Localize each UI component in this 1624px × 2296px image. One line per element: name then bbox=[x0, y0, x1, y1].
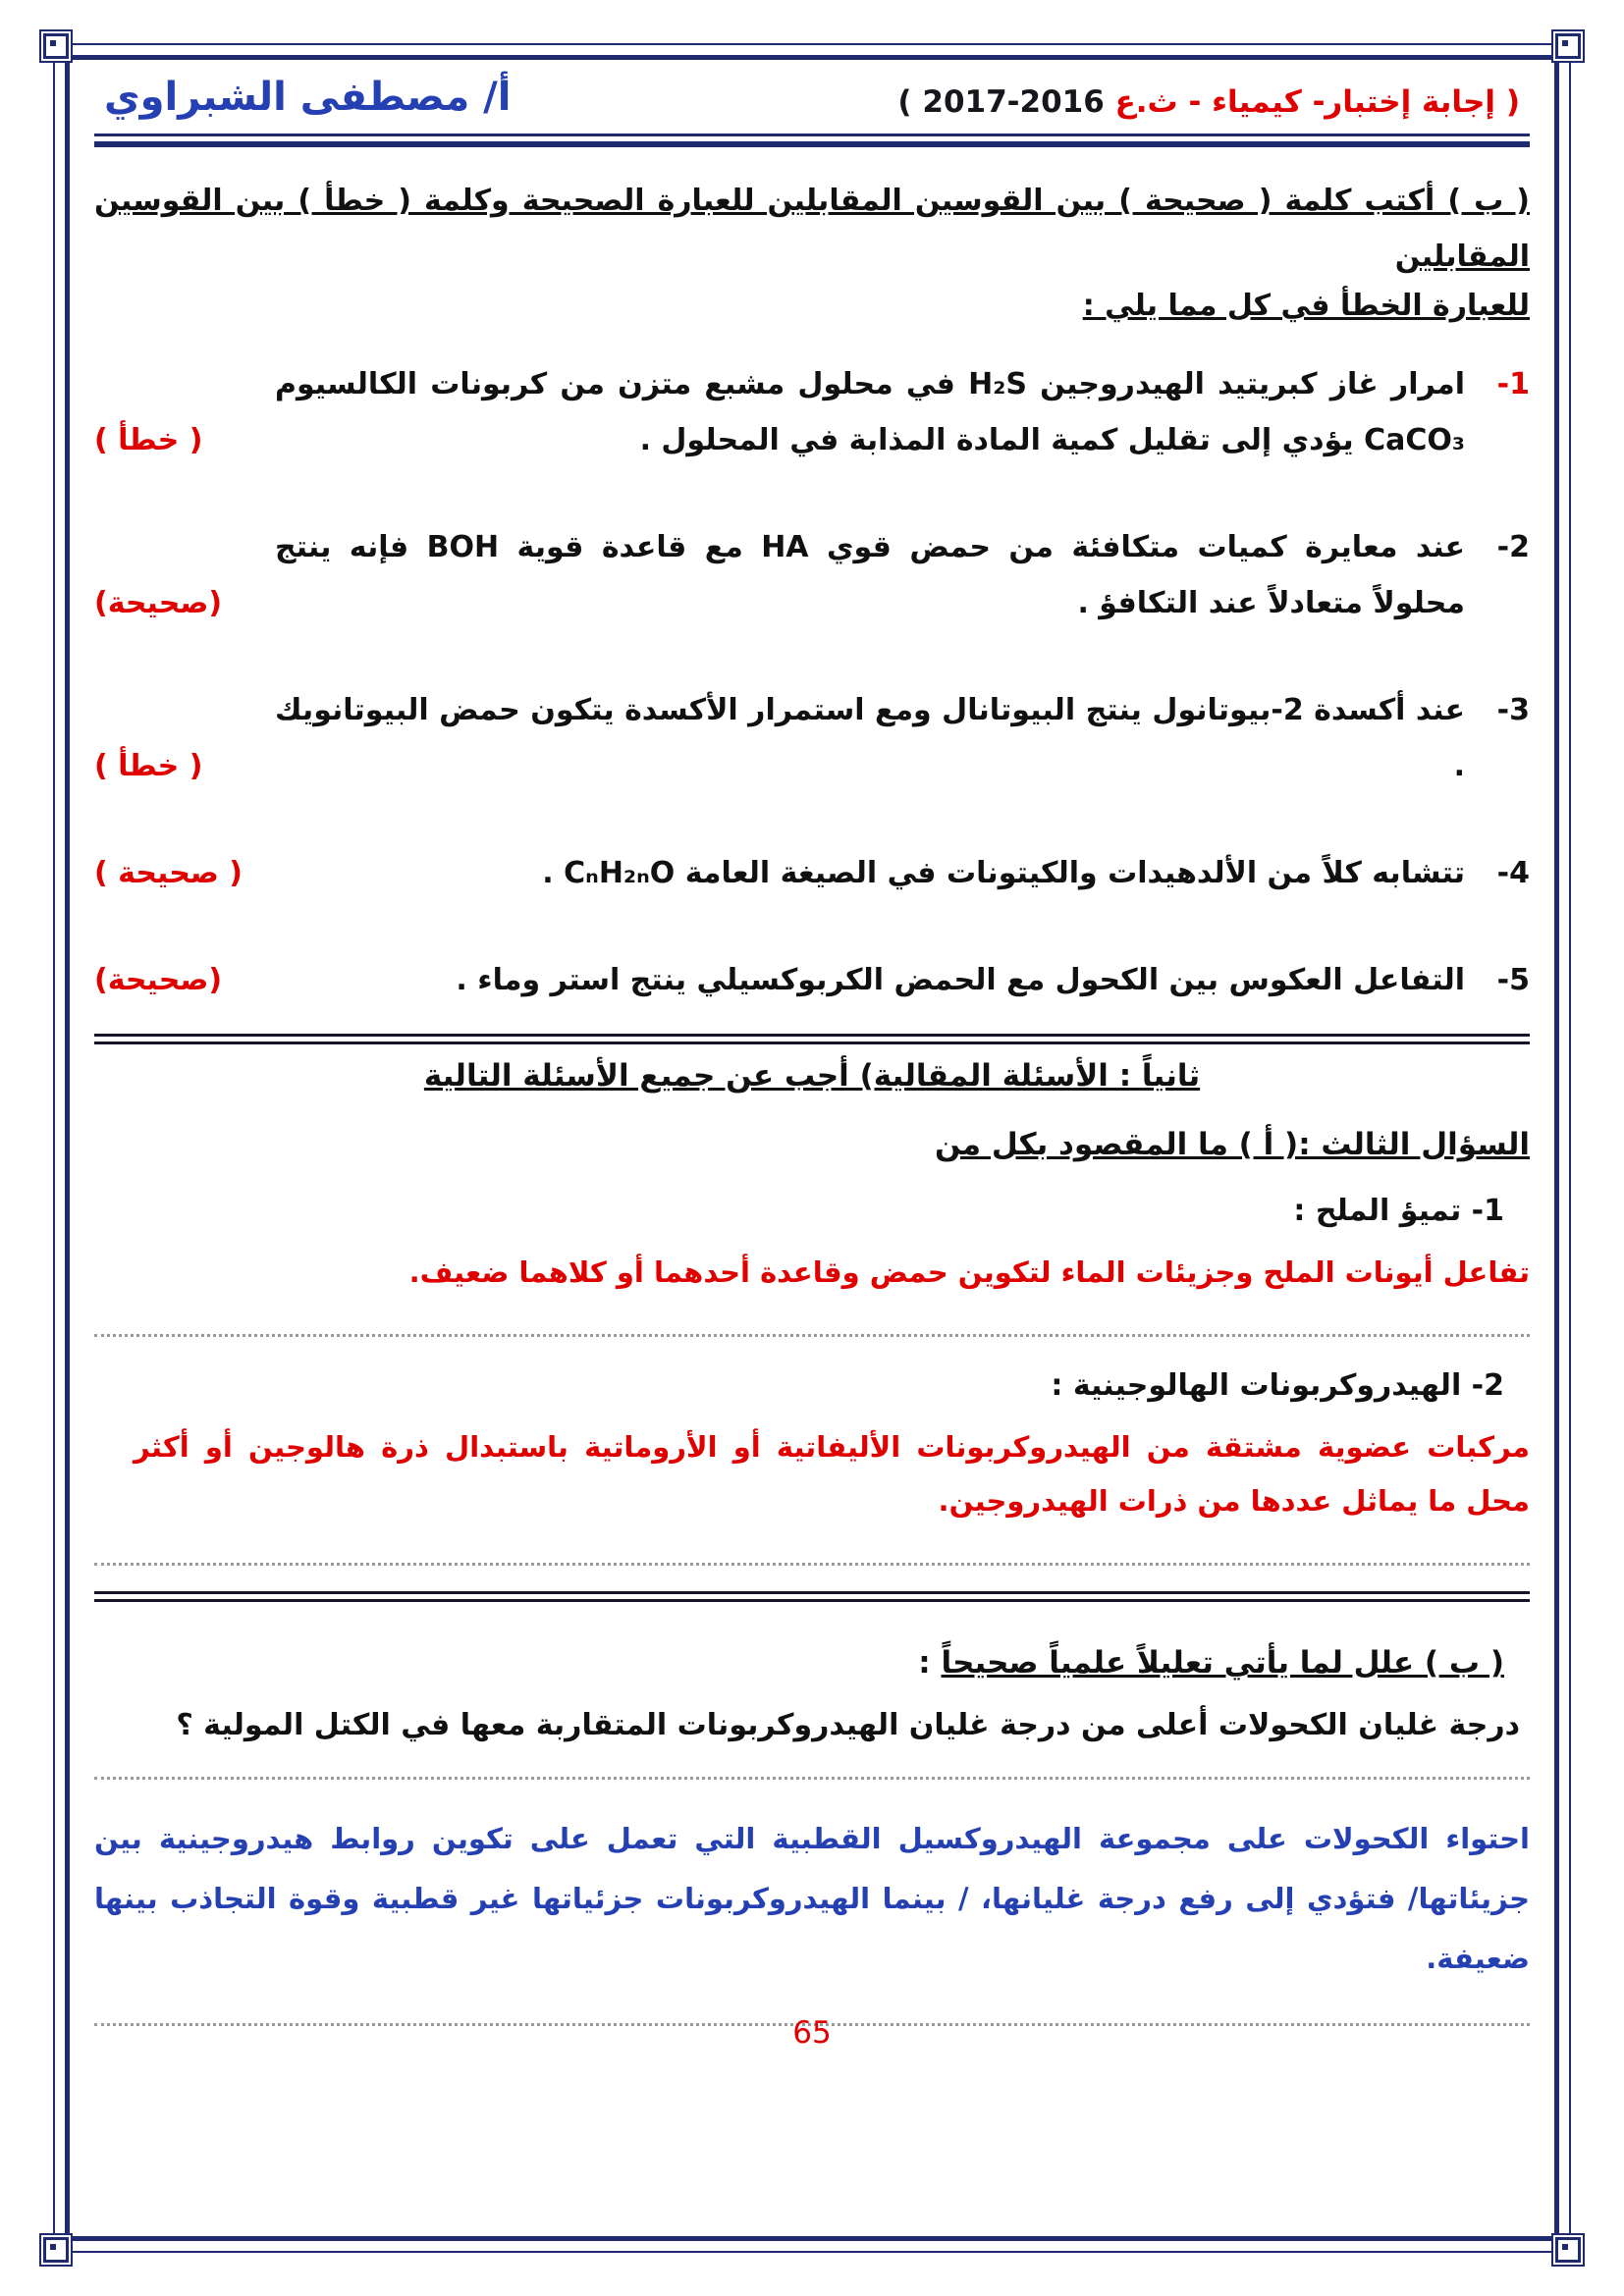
question-number: 2- bbox=[1496, 530, 1530, 564]
question-item-2 bbox=[94, 519, 1530, 631]
question-number: 4- bbox=[1496, 856, 1530, 890]
question-text: عند أكسدة 2-بيوتانول ينتج البيوتانال ومع استمرار الأكسدة يتكون حمض البيوتانويك . bbox=[275, 693, 1465, 783]
explain-heading: ( ب ) علل لما يأتي تعليلاً علمياً صحيحاً : bbox=[918, 1645, 1504, 1682]
corner-ornament bbox=[43, 2237, 69, 2263]
document-content bbox=[94, 67, 1530, 2227]
question-number: 1- bbox=[1496, 367, 1530, 401]
heading-colon: : bbox=[918, 1645, 931, 1682]
corner-ornament bbox=[1555, 2237, 1581, 2263]
exam-title bbox=[897, 84, 1520, 120]
header-rule bbox=[94, 133, 1530, 147]
answer-badge: (صحيحة) bbox=[94, 586, 223, 620]
definition-answer-1: تفاعل أيونات الملح وجزيئات الماء لتكوين حمض وقاعدة أحدهما أو كلاهما ضعيف. bbox=[408, 1255, 1530, 1289]
part-b-intro-line2: للعبارة الخطأ في كل مما يلي : bbox=[1082, 289, 1530, 323]
question-text: عند معايرة كميات متكافئة من حمض قوي HA مع قاعدة قوية BOH فإنه ينتج محلولاً متعادلاً عند التكافؤ . bbox=[275, 530, 1465, 620]
question-number: 3- bbox=[1496, 693, 1530, 727]
answer-badge: ( صحيحة ) bbox=[94, 856, 243, 890]
exam-title-main: ( إجابة إختبار- كيمياء - ث.ع bbox=[1114, 84, 1520, 120]
teacher-name: أ/ مصطفى الشبراوي bbox=[104, 75, 512, 120]
definition-term-1: 1- تميؤ الملح : bbox=[1293, 1194, 1504, 1228]
section-two-heading: ثانياً : الأسئلة المقالية) أجب عن جميع الأسئلة التالية bbox=[423, 1058, 1201, 1094]
question-three-heading: السؤال الثالث :( أ ) ما المقصود بكل من bbox=[935, 1127, 1530, 1162]
section-divider bbox=[94, 1591, 1530, 1602]
page-header bbox=[94, 67, 1530, 133]
part-b-intro-line1: ( ب ) أكتب كلمة ( صحيحة ) بين القوسين المقابلين للعبارة الصحيحة وكلمة ( خطأ ) بين القوسين المقابلين bbox=[94, 184, 1530, 274]
page-number: 65 bbox=[792, 2015, 832, 2051]
definition-term-2: 2- الهيدروكربونات الهالوجينية : bbox=[1051, 1368, 1504, 1404]
corner-ornament bbox=[43, 33, 69, 59]
explain-answer: احتواء الكحولات على مجموعة الهيدروكسيل القطبية التي تعمل على تكوين روابط هيدروجينية بين جزيئاتها/ فتؤدي إلى رفع درجة غليانها، / بينما الهيدروكربونات جزئياتها غير قطبية وقوة التجاذب بينها ضعيفة. bbox=[94, 1822, 1530, 1976]
question-item-3 bbox=[94, 682, 1530, 794]
question-text: امرار غاز كبريتيد الهيدروجين H₂S في محلول مشبع متزن من كربونات الكالسيوم CaCO₃ يؤدي إلى تقليل كمية المادة المذابة في المحلول . bbox=[275, 367, 1466, 457]
question-text: التفاعل العكوس بين الكحول مع الحمض الكربوكسيلي ينتج استر وماء . bbox=[456, 963, 1465, 997]
answer-badge: ( خطأ ) bbox=[94, 423, 203, 457]
dotted-separator bbox=[94, 1562, 1530, 1566]
question-item-4 bbox=[94, 845, 1530, 901]
explain-question: درجة غليان الكحولات أعلى من درجة غليان الهيدروكربونات المتقاربة معها في الكتل المولية ؟ bbox=[176, 1708, 1520, 1743]
section-divider bbox=[94, 1034, 1530, 1044]
dotted-separator bbox=[94, 1333, 1530, 1337]
question-number: 5- bbox=[1496, 963, 1530, 997]
question-item-5 bbox=[94, 952, 1530, 1008]
answer-badge: ( خطأ ) bbox=[94, 749, 203, 783]
dotted-separator bbox=[94, 1776, 1530, 1780]
corner-ornament bbox=[1555, 33, 1581, 59]
question-text: تتشابه كلاً من الألدهيدات والكيتونات في الصيغة العامة CₙH₂ₙO . bbox=[542, 856, 1465, 890]
answer-badge: (صحيحة) bbox=[94, 963, 223, 997]
exam-title-year: 2016-2017 ) bbox=[897, 84, 1105, 120]
question-item-1 bbox=[94, 356, 1530, 468]
definition-answer-2: مركبات عضوية مشتقة من الهيدروكربونات الأليفاتية أو الأروماتية باستبدال ذرة هالوجين أو أكثر محل ما يماثل عددها من ذرات الهيدروجين. bbox=[134, 1430, 1530, 1519]
